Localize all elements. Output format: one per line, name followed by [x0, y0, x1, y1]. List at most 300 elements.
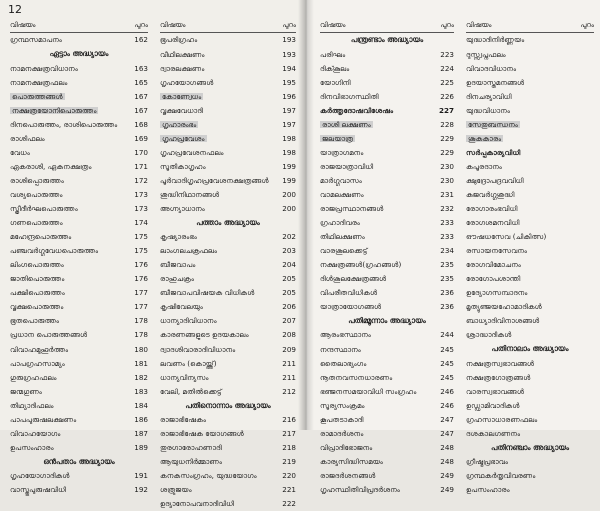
entry-page: 176	[134, 274, 148, 284]
entry-topic: വൃക്ഷപൊരുത്തം	[10, 302, 64, 312]
entry-topic: മൃത്യുഞ്ജയഹോമാദികൾ	[466, 302, 542, 312]
entry-topic: പരിഘം	[320, 49, 346, 59]
index-entry	[320, 342, 454, 356]
entry-topic: ഭഞ്ജനസമയാവിധി സംഗ്രഹം	[320, 386, 417, 396]
entry-topic: രാശിഫലം	[10, 133, 45, 143]
index-entry	[10, 33, 148, 47]
column-header	[466, 18, 594, 33]
entry-page: 204	[282, 260, 296, 270]
index-entry	[10, 75, 148, 89]
entry-page: 199	[282, 161, 296, 171]
entry-page: 248	[440, 456, 454, 466]
index-entry	[10, 469, 148, 483]
entry-page: 231	[440, 189, 454, 199]
entry-page: 221	[282, 484, 296, 494]
entry-page: 177	[134, 302, 148, 312]
entry-topic: കൃഷിവേലയും	[160, 302, 203, 312]
entry-topic: ഗ്രന്ഥസമാപനം	[10, 35, 62, 45]
entry-topic: രോഗശമനവിധി	[466, 218, 520, 228]
index-entry	[320, 258, 454, 272]
index-entry	[160, 469, 296, 483]
entry-topic: ധാന്യവിന്യസം	[160, 372, 209, 382]
entry-page: 245	[440, 358, 454, 368]
entry-topic: ദശകാലഗണനം	[466, 428, 521, 438]
index-entry	[320, 454, 454, 468]
chapter-title: പന്ത്രണ്ടാം അദ്ധ്യായം	[350, 35, 424, 45]
entry-page: 211	[282, 358, 296, 368]
index-entry	[160, 33, 296, 47]
entry-topic: നക്ഷത്രങ്ങൾ(ഗ്രഹങ്ങൾ)	[320, 260, 402, 270]
entry-topic: കൂപതടാകാദി	[320, 414, 364, 424]
index-entry	[10, 61, 148, 75]
entry-topic: രസായനസേവനം	[466, 246, 528, 256]
entry-topic: ഗൃഹയോഗങ്ങൾ	[160, 77, 214, 87]
entry-page: 234	[440, 246, 454, 256]
index-entry	[10, 272, 148, 286]
entry-page: 168	[134, 119, 148, 129]
entry-page: 246	[440, 400, 454, 410]
entry-topic: തൈലാഭ്യംഗം	[320, 358, 367, 368]
entry-topic: സേതുബന്ധനം	[468, 119, 518, 129]
index-entry	[160, 61, 296, 75]
index-entry	[320, 328, 454, 342]
entry-page: 247	[440, 428, 454, 438]
index-entry	[10, 300, 148, 314]
entry-page: 212	[282, 386, 296, 396]
entry-page: 245	[440, 372, 454, 382]
index-entry	[320, 469, 454, 483]
entry-topic: രാജാഭിഷേകം	[160, 414, 206, 424]
chapter-heading	[466, 440, 594, 454]
entry-page: 230	[440, 175, 454, 185]
index-entry	[10, 159, 148, 173]
entry-topic: ബീജവാപം	[160, 260, 196, 270]
entry-topic: ഭൂതപൊരുത്തം	[10, 316, 60, 326]
entry-topic: നക്ഷത്രഗോത്രങ്ങൾ	[466, 372, 531, 382]
entry-topic: നക്ഷത്രയോനിപൊരുത്തം	[12, 105, 97, 115]
entry-topic: പൂർവാദിഗൃഹപ്രവേശനക്ഷത്രങ്ങൾ	[160, 175, 269, 185]
index-entry	[466, 356, 594, 370]
entry-topic: നക്ഷത്രസ്വഭാവങ്ങൾ	[466, 358, 535, 368]
index-entry	[320, 216, 454, 230]
page-header: പുറം	[282, 20, 296, 29]
index-entry	[320, 370, 454, 384]
entry-topic: ഭൂപരിഗ്രഹം	[160, 35, 198, 45]
entry-topic: ഗ്രന്ഥകർതൃവിവരണം	[466, 470, 536, 480]
entry-topic: പക്ഷിപൊരുത്തം	[10, 288, 65, 298]
entry-page: 174	[134, 218, 148, 228]
entry-topic: ഗൃഹസ്ഥിതിവിപ്രദർശനം	[320, 484, 400, 494]
index-entry	[320, 103, 454, 117]
entry-page: 178	[134, 330, 148, 340]
index-entry	[10, 89, 148, 103]
entry-page: 182	[134, 372, 148, 382]
index-entry	[320, 483, 454, 497]
entry-topic: രോഗോപശാന്തി	[466, 274, 521, 284]
page-number: 12	[8, 3, 22, 16]
index-entry	[466, 230, 594, 244]
index-entry	[160, 370, 296, 384]
entry-page: 173	[134, 204, 148, 214]
entry-topic: വിപരീതവിധികൾ	[320, 288, 378, 298]
entry-topic: ഉദ്യോഗസമ്പാദനം	[466, 288, 528, 298]
entry-topic: മാർഗ്ഗവാസം	[320, 175, 362, 185]
index-entry	[466, 244, 594, 258]
index-entry	[320, 230, 454, 244]
index-entry	[160, 454, 296, 468]
entry-page: 194	[282, 63, 296, 73]
index-entry	[466, 145, 594, 159]
entry-topic: ഏകരാശി, ഏകനക്ഷത്രം	[10, 161, 92, 171]
entry-topic: രാജദർശനങ്ങൾ	[320, 470, 376, 480]
chapter-heading	[10, 47, 148, 61]
index-entry	[320, 174, 454, 188]
chapter-title: ഏട്ടാം അദ്ധ്യായം	[49, 49, 109, 59]
index-entry	[320, 131, 454, 145]
entry-page: 245	[440, 344, 454, 354]
chapter-heading	[10, 454, 148, 468]
entry-page: 183	[134, 386, 148, 396]
index-entry	[466, 188, 594, 202]
entry-page: 235	[440, 274, 454, 284]
entry-page: 233	[440, 218, 454, 228]
index-entry	[320, 384, 454, 398]
index-entry	[10, 174, 148, 188]
entry-page: 186	[134, 414, 148, 424]
entry-page: 176	[134, 260, 148, 270]
topic-header: വിഷയം	[466, 20, 492, 29]
entry-page: 195	[282, 77, 296, 87]
entry-topic: ലാംഗലചക്രഫലം	[160, 246, 218, 256]
entry-page: 229	[440, 133, 454, 143]
topic-header: വിഷയം	[10, 20, 36, 29]
index-entry	[466, 131, 594, 145]
entry-page: 236	[440, 302, 454, 312]
index-entry	[160, 230, 296, 244]
entry-page: 208	[282, 330, 296, 340]
entry-topic: ദ്വാരലക്ഷണം	[160, 63, 205, 73]
index-entry	[320, 75, 454, 89]
entry-page: 205	[282, 288, 296, 298]
index-entry	[466, 61, 594, 75]
entry-page: 202	[282, 232, 296, 242]
chapter-title: പത്താം അദ്ധ്യായം	[196, 217, 260, 227]
index-entry	[10, 103, 148, 117]
entry-topic: ക്ഷുദ്രോപദ്രവവിധി	[466, 175, 524, 185]
entry-topic: ദിൾശൂലക്ഷേത്രങ്ങൾ	[320, 274, 387, 284]
entry-topic: രാജയാത്രാവിധി	[320, 161, 374, 171]
index-entry	[160, 426, 296, 440]
column-header	[10, 18, 148, 33]
entry-page: 171	[134, 161, 148, 171]
chapter-heading	[160, 398, 296, 412]
entry-page: 249	[440, 470, 454, 480]
entry-page: 219	[282, 456, 296, 466]
entry-topic: ദിനപൊരുത്തം, രാശിപൊരുത്തം	[10, 119, 118, 129]
index-column	[466, 18, 594, 497]
entry-topic: ആയുധനിർമ്മാണം	[160, 456, 222, 466]
entry-topic: നാമനക്ഷത്രവിധാനം	[10, 63, 78, 73]
entry-topic: ദിനചര്യാവിധി	[466, 91, 512, 101]
entry-topic: ആരംഭസ്ഥാനം	[320, 330, 371, 340]
entry-topic: സ്ത്രീദീർഘപൊരുത്തം	[10, 204, 78, 214]
index-entry	[466, 314, 594, 328]
entry-topic: ഉഡ്ഡാമിവാദികൾ	[466, 400, 520, 410]
entry-page: 193	[282, 35, 296, 45]
index-entry	[160, 188, 296, 202]
index-entry	[160, 300, 296, 314]
index-entry	[320, 47, 454, 61]
entry-page: 192	[134, 484, 148, 494]
index-entry	[10, 328, 148, 342]
index-entry	[10, 342, 148, 356]
entry-page: 180	[134, 344, 148, 354]
index-entry	[466, 216, 594, 230]
entry-topic: ശൂകകാരം	[468, 133, 502, 143]
chapter-title: പതിനഞ്ചാം അദ്ധ്യായം	[491, 442, 569, 452]
entry-topic: പാപഗ്രഹസാമ്യം	[10, 358, 65, 368]
entry-topic: വശ്യപൊരുത്തം	[10, 189, 63, 199]
entry-topic: രോഗാരംഭവിധി	[466, 204, 518, 214]
chapter-heading	[160, 216, 296, 230]
index-entry	[160, 202, 296, 216]
entry-topic: ശത്രുജയം	[160, 484, 192, 494]
entry-topic: യാത്രായോഗങ്ങൾ	[320, 302, 382, 312]
chapter-title: ഒൻപതാം അദ്ധ്യായം	[43, 456, 115, 466]
entry-page: 217	[282, 428, 296, 438]
entry-topic: ബീജവാപവിഷയക വിധികൾ	[160, 288, 255, 298]
entry-page: 225	[440, 77, 454, 87]
entry-topic: തുരഗാരോഹണാദി	[160, 442, 222, 452]
entry-topic: വിവാദവിധാനം	[466, 63, 517, 73]
page-header: പുറം	[580, 20, 594, 29]
entry-page: 177	[134, 288, 148, 298]
entry-topic: കാര്യസിദ്ധിസമയം	[320, 456, 383, 466]
index-entry	[466, 454, 594, 468]
entry-page: 224	[440, 63, 454, 73]
entry-topic: വിപ്രാദിഭോജനം	[320, 442, 373, 452]
entry-page: 248	[440, 442, 454, 452]
entry-page: 228	[440, 119, 454, 129]
entry-topic: ശ്രാദ്ധാദികൾ	[466, 330, 512, 340]
index-entry	[320, 188, 454, 202]
index-entry	[466, 33, 594, 47]
entry-page: 198	[282, 133, 296, 143]
entry-page: 191	[134, 470, 148, 480]
entry-page: 172	[134, 175, 148, 185]
entry-topic: വാരശൂലക്കെട്ട്	[320, 246, 368, 256]
entry-page: 246	[440, 386, 454, 396]
entry-topic: യുദ്ധാദിനിർണ്ണയം	[466, 35, 525, 45]
entry-page: 235	[440, 260, 454, 270]
entry-topic: ബാധ്യാദിവിനാശങ്ങൾ	[466, 316, 540, 326]
entry-topic: ഉദയാസ്തമനങ്ങൾ	[466, 77, 525, 87]
index-entry	[160, 384, 296, 398]
entry-page: 216	[282, 414, 296, 424]
index-entry	[320, 117, 454, 131]
entry-topic: ലവണം (കൊയ്ത്ത്)	[160, 358, 217, 368]
entry-topic: വാമലക്ഷണം	[320, 189, 364, 199]
index-entry	[10, 244, 148, 258]
entry-page: 199	[282, 175, 296, 185]
index-entry	[10, 188, 148, 202]
entry-page: 223	[440, 49, 454, 59]
index-entry	[10, 117, 148, 131]
index-entry	[466, 174, 594, 188]
entry-page: 220	[282, 470, 296, 480]
entry-topic: രാജപ്രസ്ഥാനങ്ങൾ	[320, 204, 384, 214]
index-column	[10, 18, 148, 497]
entry-topic: മഹേന്ദ്രപൊരുത്തം	[10, 232, 72, 242]
index-entry	[320, 426, 454, 440]
index-entry	[160, 342, 296, 356]
chapter-title: പതിനാലാം അദ്ധ്യായം	[491, 344, 569, 354]
entry-topic: രോഗവിമോചനം	[466, 260, 521, 270]
entry-topic: വിവാഹയോഗം	[10, 428, 61, 438]
entry-page: 167	[134, 91, 148, 101]
index-entry	[466, 328, 594, 342]
entry-topic: ലിംഗപൊരുത്തം	[10, 260, 64, 270]
index-entry	[160, 286, 296, 300]
entry-topic: ഗ്രഹസാധാരണഫലം	[466, 414, 538, 424]
entry-topic: നൂതനവസനധാരണം	[320, 372, 393, 382]
entry-page: 173	[134, 189, 148, 199]
index-entry	[10, 145, 148, 159]
index-entry	[10, 314, 148, 328]
index-entry	[160, 145, 296, 159]
entry-page: 175	[134, 246, 148, 256]
index-entry	[466, 300, 594, 314]
index-column	[160, 18, 296, 511]
entry-page: 244	[440, 330, 454, 340]
index-entry	[466, 272, 594, 286]
entry-topic: അഗ്ന്യാധാനം	[160, 204, 205, 214]
entry-page: 209	[282, 344, 296, 354]
index-entry	[10, 440, 148, 454]
index-entry	[320, 440, 454, 454]
entry-topic: സൂര്യസംക്രമം	[320, 400, 365, 410]
entry-page: 218	[282, 442, 296, 452]
entry-topic: ജാതിപൊരുത്തം	[10, 274, 65, 284]
page-header: പുറം	[134, 20, 148, 29]
chapter-heading	[320, 33, 454, 47]
entry-page: 203	[282, 246, 296, 256]
entry-page: 236	[440, 288, 454, 298]
entry-page: 178	[134, 316, 148, 326]
entry-topic: ഗ്രഹാദിവരം	[320, 218, 360, 228]
index-entry	[160, 75, 296, 89]
index-entry	[160, 103, 296, 117]
index-entry	[10, 230, 148, 244]
index-entry	[10, 412, 148, 426]
column-header	[320, 18, 454, 33]
entry-page: 205	[282, 274, 296, 284]
index-entry	[10, 483, 148, 497]
index-entry	[160, 159, 296, 173]
index-entry	[160, 244, 296, 258]
chapter-title: പതിമ്മൂന്നാം അദ്ധ്യായം	[348, 316, 426, 326]
index-entry	[160, 174, 296, 188]
index-entry	[320, 398, 454, 412]
entry-page: 189	[134, 442, 148, 452]
entry-topic: ശുദ്ധിനിഥാനങ്ങൾ	[160, 189, 220, 199]
entry-topic: നന്ദസ്ഥാനം	[320, 344, 361, 354]
index-entry	[466, 426, 594, 440]
index-entry	[320, 286, 454, 300]
entry-page: 229	[440, 147, 454, 157]
index-entry	[10, 384, 148, 398]
entry-topic: വൃക്ഷവേധാദി	[160, 105, 203, 115]
index-entry	[466, 483, 594, 497]
entry-page: 200	[282, 189, 296, 199]
index-entry	[466, 286, 594, 300]
topic-header: വിഷയം	[320, 20, 346, 29]
entry-topic: യാത്രാഗമനം	[320, 147, 364, 157]
entry-topic: സൂതികാഗൃഹം	[160, 161, 206, 171]
index-entry	[160, 412, 296, 426]
index-entry	[466, 202, 594, 216]
entry-topic: വിവാഹമുഹൂർത്തം	[10, 344, 69, 354]
entry-page: 211	[282, 372, 296, 382]
index-entry	[10, 356, 148, 370]
entry-topic: പ്രധാന പൊരുത്തങ്ങൾ	[10, 330, 88, 340]
entry-page: 200	[282, 204, 296, 214]
index-entry	[466, 469, 594, 483]
index-entry	[10, 131, 148, 145]
entry-topic: ജന്മഗുണം	[10, 386, 42, 396]
entry-topic: രാഹുചക്രം	[160, 274, 195, 284]
index-entry	[160, 47, 296, 61]
index-entry	[320, 300, 454, 314]
entry-topic: വീഥിലക്ഷണം	[160, 49, 205, 59]
entry-page: 207	[282, 316, 296, 326]
entry-topic: ദുസ്സ്വപ്നഫലം	[466, 49, 506, 59]
entry-topic: കുജവർഗ്ഗശുദ്ധി	[466, 189, 515, 199]
index-entry	[160, 483, 296, 497]
entry-page: 249	[440, 484, 454, 494]
index-entry	[10, 398, 148, 412]
entry-topic: രാജാഭിഷേക യോഗങ്ങൾ	[160, 428, 244, 438]
chapter-heading	[320, 314, 454, 328]
index-entry	[320, 356, 454, 370]
entry-topic: പൊരുത്തങ്ങൾ	[12, 91, 63, 101]
index-column	[320, 18, 454, 497]
entry-topic: രാശിപ്പൊരുത്തം	[10, 175, 64, 185]
index-entry	[160, 440, 296, 454]
entry-page: 163	[134, 63, 148, 73]
entry-page: 226	[440, 91, 454, 101]
entry-page: 233	[440, 232, 454, 242]
entry-topic: ദിനവിഭാഗസ്ഥിതി	[320, 91, 379, 101]
entry-topic: വേലി, മതിൽക്കെട്ട്	[160, 386, 222, 396]
chapter-heading	[466, 342, 594, 356]
chapter-title: പതിനൊന്നാം അദ്ധ്യായം	[185, 400, 271, 410]
index-entry	[160, 314, 296, 328]
entry-page: 232	[440, 204, 454, 214]
right-page	[306, 0, 600, 494]
entry-topic: കോണ്വേധം	[162, 91, 202, 101]
index-entry	[10, 258, 148, 272]
entry-topic: ദ്വാദശിവാരാദിവിധാനം	[160, 344, 236, 354]
index-entry	[160, 356, 296, 370]
entry-page: 222	[282, 499, 296, 509]
entry-page: 170	[134, 147, 148, 157]
entry-topic: ഉദ്യാനോപവനാദിവിധി	[160, 499, 235, 509]
entry-topic: ഗൃഹപ്രവേശം	[162, 133, 205, 143]
index-entry	[466, 370, 594, 384]
entry-topic: കാരണങ്ങളുടെ ഉദയകാലം	[160, 330, 249, 340]
entry-topic: കപൂരദാനം	[466, 161, 502, 171]
